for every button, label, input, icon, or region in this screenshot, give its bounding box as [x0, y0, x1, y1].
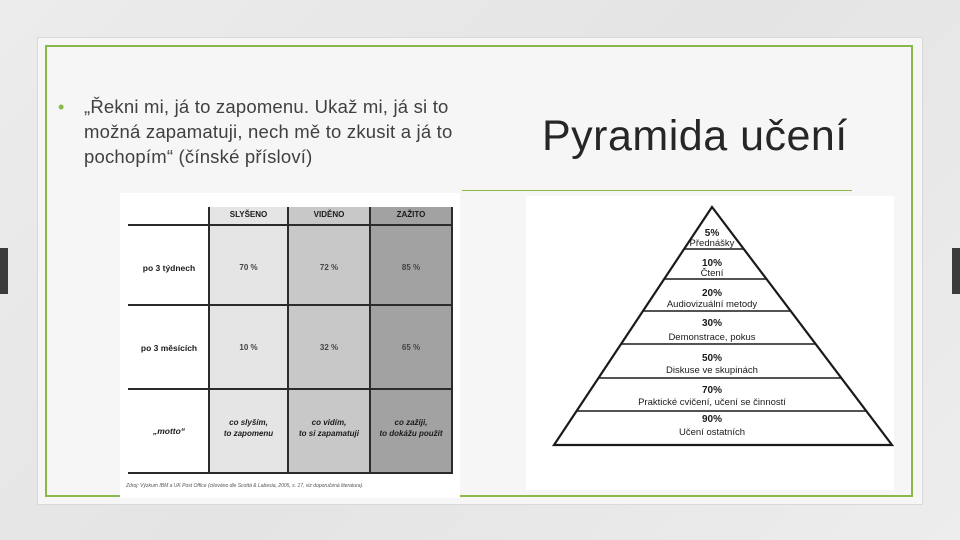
pyramid-level-percent: 5%: [704, 228, 720, 239]
table-divider: [128, 304, 452, 306]
motto-line: co zažiji,: [394, 418, 428, 427]
table-header: SLYŠENO: [229, 210, 268, 219]
pyramid-level-label: Přednášky: [689, 238, 735, 249]
table-divider: [128, 388, 452, 390]
pyramid-level-percent: 70%: [701, 385, 723, 396]
slide-title: Pyramida učení: [542, 112, 848, 160]
pyramid-level-percent: 20%: [701, 288, 723, 299]
motto-line: to zapomenu: [223, 429, 274, 438]
motto-cell: [289, 417, 369, 439]
table-cell: 10 %: [239, 343, 258, 352]
left-edge-tab: [0, 248, 8, 294]
motto-line: co slyším,: [229, 418, 268, 427]
motto-line: to dokážu použít: [379, 429, 443, 438]
bullet-icon: •: [58, 97, 65, 117]
table-cell: 72 %: [319, 263, 339, 272]
table-source-note: Zdroj: Výzkum IBM a UK Post Office (citováno dle Scottá & Labesia, 2005, s. 17, viz doporučená literatura).: [126, 483, 364, 489]
motto-line: co vidím,: [311, 418, 347, 427]
pyramid-level-percent: 90%: [701, 414, 723, 425]
pyramid-level-label: Demonstrace, pokus: [668, 332, 756, 343]
retention-table: [120, 193, 460, 498]
table-row-label: po 3 měsících: [140, 343, 198, 353]
table-cell: 32 %: [319, 343, 339, 352]
table-cell: 70 %: [239, 263, 258, 272]
pyramid-level-label: Diskuse ve skupinách: [666, 365, 758, 376]
bullet-text: „Řekni mi, já to zapomenu. Ukaž mi, já si to možná zapamatuji, nech mě to zkusit a já to pochopím“ (čínské přísloví): [84, 96, 453, 167]
pyramid-level-label: Praktické cvičení, učení se činností: [638, 397, 786, 408]
pyramid-level-percent: 30%: [701, 318, 723, 329]
table-cell: 85 %: [401, 263, 421, 272]
motto-line: to si zapamatuji: [298, 429, 359, 438]
table-cell: 65 %: [401, 343, 421, 352]
table-header: ZAŽITO: [396, 210, 426, 219]
pyramid-level-percent: 10%: [701, 258, 723, 269]
right-edge-tab: [952, 248, 960, 294]
pyramid-level-label: Audiovizuální metody: [666, 299, 758, 310]
motto-cell: [210, 417, 287, 439]
title-underline: [462, 190, 852, 191]
table-divider: [451, 207, 453, 474]
pyramid-level-label: Učení ostatních: [678, 427, 746, 438]
table-header: VIDĚNO: [313, 210, 345, 219]
learning-pyramid: [526, 196, 894, 490]
table-divider: [128, 472, 452, 474]
pyramid-level-percent: 50%: [701, 353, 723, 364]
table-row-label: po 3 týdnech: [142, 263, 196, 273]
pyramid-diagram: [526, 196, 894, 490]
pyramid-level-label: Čtení: [700, 268, 724, 279]
table-row-label: „motto“: [152, 426, 186, 436]
table-divider: [128, 224, 452, 226]
motto-cell: [371, 417, 451, 439]
